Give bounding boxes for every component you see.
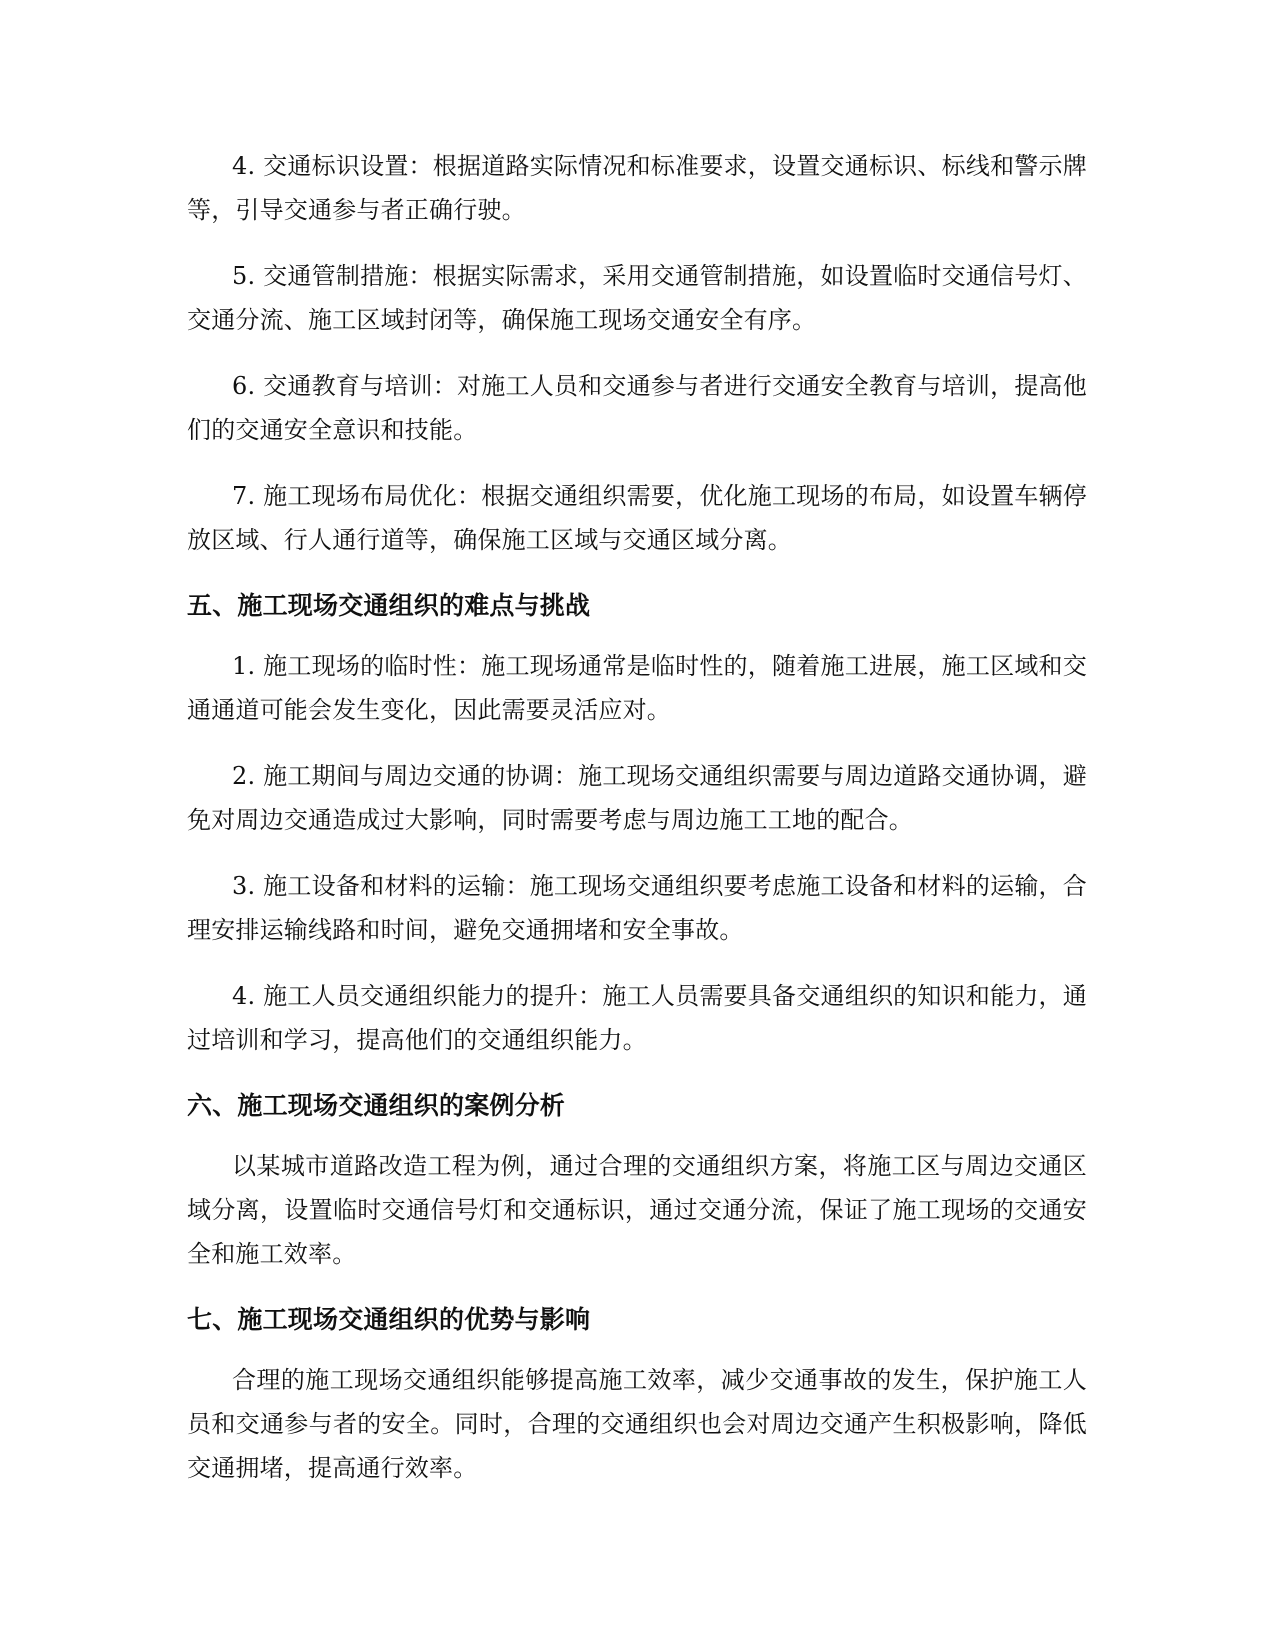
paragraph-traffic-signs: 4. 交通标识设置：根据道路实际情况和标准要求，设置交通标识、标线和警示牌等，引导交通参与者正确行驶。	[187, 152, 1087, 224]
section-heading-case-study: 六、施工现场交通组织的案例分析	[187, 1091, 566, 1120]
paragraph-traffic-education: 6. 交通教育与培训：对施工人员和交通参与者进行交通安全教育与培训，提高他们的交通安全意识和技能。	[187, 372, 1087, 444]
paragraph-equipment-transport: 3. 施工设备和材料的运输：施工现场交通组织要考虑施工设备和材料的运输，合理安排运输线路和时间，避免交通拥堵和安全事故。	[187, 872, 1087, 944]
paragraph-case-study: 以某城市道路改造工程为例，通过合理的交通组织方案，将施工区与周边交通区域分离，设置临时交通信号灯和交通标识，通过交通分流，保证了施工现场的交通安全和施工效率。	[187, 1152, 1087, 1268]
paragraph-site-layout: 7. 施工现场布局优化：根据交通组织需要，优化施工现场的布局，如设置车辆停放区域、行人通行道等，确保施工区域与交通区域分离。	[187, 482, 1087, 554]
paragraph-staff-capability: 4. 施工人员交通组织能力的提升：施工人员需要具备交通组织的知识和能力，通过培训和学习，提高他们的交通组织能力。	[187, 982, 1087, 1054]
paragraph-advantages: 合理的施工现场交通组织能够提高施工效率，减少交通事故的发生，保护施工人员和交通参与者的安全。同时，合理的交通组织也会对周边交通产生积极影响，降低交通拥堵，提高通行效率。	[187, 1366, 1087, 1482]
paragraph-coordination: 2. 施工期间与周边交通的协调：施工现场交通组织需要与周边道路交通协调，避免对周边交通造成过大影响，同时需要考虑与周边施工工地的配合。	[187, 762, 1087, 834]
section-heading-advantages: 七、施工现场交通组织的优势与影响	[187, 1305, 591, 1334]
paragraph-temporary-nature: 1. 施工现场的临时性：施工现场通常是临时性的，随着施工进展，施工区域和交通通道可能会发生变化，因此需要灵活应对。	[187, 652, 1087, 724]
document-body	[187, 144, 1087, 1490]
paragraph-traffic-control: 5. 交通管制措施：根据实际需求，采用交通管制措施，如设置临时交通信号灯、交通分流、施工区域封闭等，确保施工现场交通安全有序。	[187, 262, 1087, 334]
section-heading-difficulties: 五、施工现场交通组织的难点与挑战	[187, 591, 591, 620]
